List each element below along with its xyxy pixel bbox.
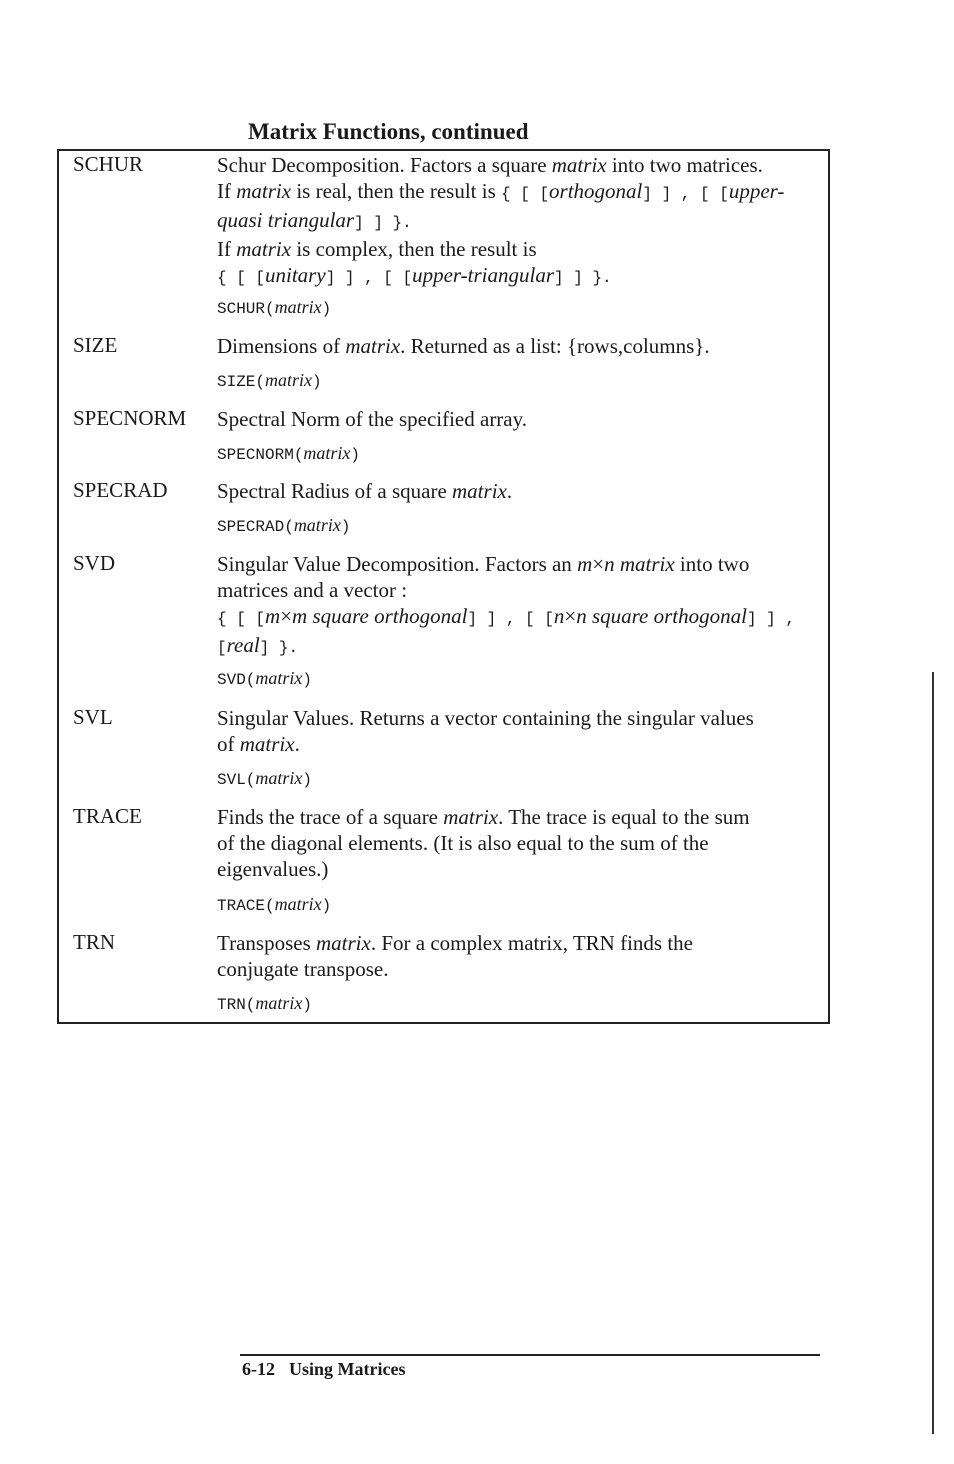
text: Singular Value Decomposition. Factors an xyxy=(217,552,578,576)
function-syntax xyxy=(217,894,331,915)
italic-text: matrix xyxy=(551,153,607,177)
description-line xyxy=(217,632,817,661)
code-text: { [ [ xyxy=(501,185,550,203)
syntax-close: ) xyxy=(350,446,361,464)
code-text: ] ] , [ [ xyxy=(642,185,729,203)
syntax-command: SVL( xyxy=(217,771,256,789)
function-description xyxy=(217,478,817,504)
syntax-command: TRN( xyxy=(217,996,256,1014)
description-line xyxy=(217,830,817,856)
text: × xyxy=(280,604,293,628)
description-line xyxy=(217,956,817,982)
function-syntax xyxy=(217,297,331,318)
syntax-argument: matrix xyxy=(265,370,313,390)
italic-text: matrix xyxy=(452,479,507,503)
function-syntax xyxy=(217,370,322,391)
section-title: Using Matrices xyxy=(289,1359,406,1379)
text: . For a complex matrix, TRN finds the xyxy=(370,931,693,955)
text: . The trace is equal to the sum xyxy=(498,805,750,829)
syntax-argument: matrix xyxy=(274,894,322,914)
italic-text: unitary xyxy=(265,263,326,287)
description-line xyxy=(217,603,817,632)
syntax-command: SVD( xyxy=(217,671,256,689)
italic-text: matrix xyxy=(443,805,499,829)
italic-text: matrix xyxy=(236,237,292,261)
description-line xyxy=(217,930,817,956)
syntax-command: SIZE( xyxy=(217,373,266,391)
page-title: Matrix Functions, continued xyxy=(248,119,529,144)
syntax-close: ) xyxy=(302,671,313,689)
italic-text: upper-triangular xyxy=(412,263,555,287)
italic-text: real xyxy=(226,633,260,657)
italic-text: n matrix xyxy=(604,552,675,576)
function-name: SPECRAD xyxy=(73,478,168,502)
code-text: ] ] , [ [ xyxy=(325,269,413,287)
code-text: ] ] , xyxy=(746,610,795,628)
syntax-close: ) xyxy=(340,518,351,536)
code-text: ] ] }. xyxy=(554,269,612,287)
text: × xyxy=(564,604,577,628)
page-footer xyxy=(242,1359,405,1380)
syntax-command: SCHUR( xyxy=(217,300,275,318)
syntax-close: ) xyxy=(321,897,332,915)
text: . xyxy=(506,479,513,503)
function-description xyxy=(217,930,817,982)
description-line xyxy=(217,804,817,830)
text: Finds the trace of a square xyxy=(217,805,444,829)
italic-text: n square orthogonal xyxy=(576,604,747,628)
text: Spectral Norm of the specified array. xyxy=(217,407,528,431)
syntax-argument: matrix xyxy=(274,297,322,317)
text: into two matrices. xyxy=(606,153,763,177)
syntax-command: SPECRAD( xyxy=(217,518,294,536)
text: . xyxy=(294,732,300,756)
text: . Returned as a list: {rows,columns}. xyxy=(400,334,710,358)
function-name: SVD xyxy=(73,551,116,575)
description-line xyxy=(217,236,817,262)
code-text: { [ [ xyxy=(217,610,266,628)
syntax-close: ) xyxy=(321,300,332,318)
function-syntax xyxy=(217,768,312,789)
function-syntax xyxy=(217,443,360,464)
description-line xyxy=(217,178,817,207)
description-line xyxy=(217,551,817,577)
text: Schur Decomposition. Factors a square xyxy=(217,153,552,177)
description-line xyxy=(217,262,817,291)
text: into two xyxy=(674,552,750,576)
description-line xyxy=(217,731,817,757)
function-description xyxy=(217,551,817,661)
description-line xyxy=(217,207,817,236)
function-name: TRN xyxy=(73,930,115,954)
function-description xyxy=(217,406,817,432)
function-description xyxy=(217,804,817,882)
syntax-argument: matrix xyxy=(303,443,351,463)
function-name: SPECNORM xyxy=(73,406,187,430)
syntax-close: ) xyxy=(302,771,313,789)
description-line xyxy=(217,478,817,504)
function-description xyxy=(217,333,817,359)
italic-text: matrix xyxy=(239,732,295,756)
description-line xyxy=(217,705,817,731)
text: is real, then the result is xyxy=(291,179,502,203)
code-text: ] ] , [ [ xyxy=(467,610,554,628)
italic-text: m square orthogonal xyxy=(292,604,468,628)
syntax-command: TRACE( xyxy=(217,897,275,915)
italic-text: upper- xyxy=(728,179,785,203)
function-description xyxy=(217,705,817,757)
function-syntax xyxy=(217,668,312,689)
text: conjugate transpose. xyxy=(217,957,389,981)
description-line xyxy=(217,856,817,882)
text: If xyxy=(217,179,237,203)
description-line xyxy=(217,577,817,603)
syntax-argument: matrix xyxy=(293,515,341,535)
italic-text: n xyxy=(553,604,565,628)
code-text: ] }. xyxy=(259,639,299,657)
description-line xyxy=(217,333,817,359)
text: × xyxy=(592,552,605,576)
text: of xyxy=(217,732,240,756)
syntax-argument: matrix xyxy=(255,993,303,1013)
text: of the diagonal elements. (It is also equal to the sum of the xyxy=(217,831,709,855)
syntax-close: ) xyxy=(312,373,322,391)
function-name: SIZE xyxy=(73,333,118,357)
text: eigenvalues.) xyxy=(217,857,329,881)
italic-text: m xyxy=(577,552,593,576)
italic-text: m xyxy=(265,604,281,628)
description-line xyxy=(217,406,817,432)
italic-text: matrix xyxy=(236,179,292,203)
syntax-close: ) xyxy=(302,996,313,1014)
function-name: SVL xyxy=(73,705,113,729)
code-text: { [ [ xyxy=(217,269,266,287)
text: matrices and a vector : xyxy=(217,578,408,602)
function-name: SCHUR xyxy=(73,152,144,176)
footer-rule xyxy=(240,1354,820,1356)
functions-table xyxy=(57,149,830,1024)
text: Transposes xyxy=(217,931,316,955)
italic-text: matrix xyxy=(345,334,401,358)
code-text: [ xyxy=(217,639,227,657)
text: Dimensions of xyxy=(217,334,346,358)
function-description xyxy=(217,152,817,291)
italic-text: orthogonal xyxy=(549,179,643,203)
page-number: 6-12 xyxy=(242,1359,275,1379)
code-text: ] ] }. xyxy=(354,214,412,232)
text: Spectral Radius of a square xyxy=(217,479,453,503)
description-line xyxy=(217,152,817,178)
text: If xyxy=(217,237,237,261)
function-syntax xyxy=(217,515,350,536)
function-name: TRACE xyxy=(73,804,142,828)
syntax-argument: matrix xyxy=(255,668,303,688)
italic-text: quasi triangular xyxy=(217,208,355,232)
text: Singular Values. Returns a vector containing the singular values xyxy=(217,706,754,730)
margin-rule xyxy=(932,672,934,1434)
text: is complex, then the result is xyxy=(291,237,537,261)
syntax-command: SPECNORM( xyxy=(217,446,304,464)
syntax-argument: matrix xyxy=(255,768,303,788)
italic-text: matrix xyxy=(316,931,371,955)
function-syntax xyxy=(217,993,312,1014)
